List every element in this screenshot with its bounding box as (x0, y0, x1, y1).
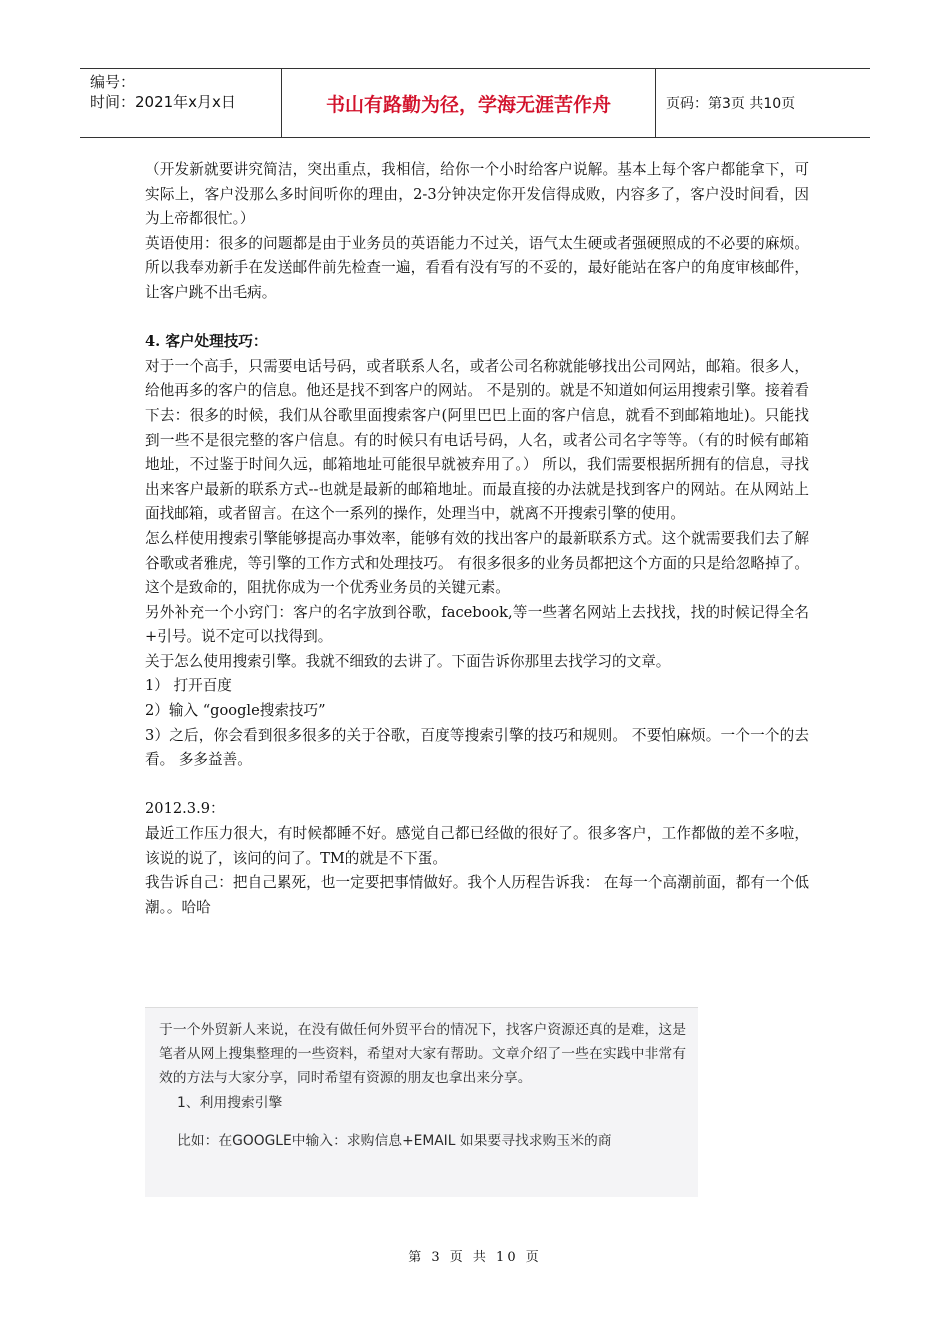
paragraph-work-pressure: 最近工作压力很大，有时候都睡不好。感觉自己都已经做的很好了。很多客户，工作都做的差不多啦，该说的说了，该问的问了。TM的就是不下蛋。 (145, 825, 809, 867)
paragraph-cover-letter-note: （开发新就要讲究简洁，突出重点，我相信，给你一个小时给客户说解。基本上每个客户都能拿下，可实际上，客户没那么多时间听你的理由，2-3分钟决定你开发信得成败，内容多了，客户没时间看，因为上帝都很忙。） (145, 161, 809, 228)
header-page-info: 页码：第3页 共10页 (666, 96, 796, 112)
quote-intro: 于一个外贸新人来说，在没有做任何外贸平台的情况下，找客户资源还真的是难，这是笔者从网上搜集整理的一些资料，希望对大家有帮助。文章介绍了一些在实践中非常有效的方法与大家分享，同时希望有资源的朋友也拿出来分享。 (159, 1022, 686, 1087)
paragraph-self-motivation: 我告诉自己：把自己累死，也一定要把事情做好。我个人历程告诉我： 在每一个高潮前面，都有一个低潮。。哈哈 (145, 874, 809, 916)
header-motto: 书山有路勤为径，学海无涯苦作舟 (282, 69, 656, 137)
diary-date: 2012.3.9： (145, 800, 225, 818)
quote-box (145, 1007, 698, 1197)
quote-section-search-engine: 1、利用搜索引擎 (177, 1094, 283, 1111)
step-2: 2）输入 “google搜索技巧” (145, 702, 326, 720)
paragraph-finding-clients: 对于一个高手，只需要电话号码，或者联系人名，或者公司名称就能够找出公司网站，邮箱。很多人，给他再多的客户的信息。他还是找不到客户的网站。 不是别的。就是不知道如何运用搜索引擎。接着看下去：很多的时候，我们从谷歌里面搜索客户(阿里巴巴上面的客户信息，就看不到邮箱地址)。只能找到一些不是很完整的客户信息。有的时候只有电话号码，人名，或者公司名字等等。（有的时候有邮箱地址，不过鉴于时间久远，邮箱地址可能很早就被弃用了。） 所以，我们需要根据所拥有的信息，寻找出来客户最新的联系方式--也就是最新的邮箱地址。而最直接的办法就是找到客户的网站。在从网站上面找邮箱，或者留言。在这个一系列的操作，处理当中，就离不开搜索引擎的使用。 (145, 357, 809, 523)
page-footer (0, 1246, 950, 1265)
header-meta (80, 69, 282, 137)
step-1: 1） 打开百度 (145, 677, 232, 695)
quote-example: 比如：在GOOGLE中输入：求购信息+EMAIL 如果要寻找求购玉米的商 (177, 1132, 612, 1149)
section-heading-client-handling: 4. 客户处理技巧： (145, 333, 268, 351)
paragraph-where-to-learn: 关于怎么使用搜索引擎。我就不细致的去讲了。下面告诉你那里去找学习的文章。 (145, 652, 671, 670)
document-body (145, 158, 809, 920)
footer-page-number: 第 3 页 共 10 页 (408, 1250, 542, 1265)
paragraph-tip: 另外补充一个小窍门：客户的名字放到谷歌，facebook,等一些著名网站上去找找，找的时候记得全名+引号。说不定可以找得到。 (145, 603, 809, 646)
paragraph-search-efficiency: 怎么样使用搜索引擎能够提高办事效率，能够有效的找出客户的最新联系方式。这个就需要我们去了解谷歌或者雅虎，等引擎的工作方式和处理技巧。 有很多很多的业务员都把这个方面的只是给忽略掉了。 这个是致命的，阻扰你成为一个优秀业务员的关键元素。 (145, 529, 809, 597)
paragraph-english-usage: 英语使用：很多的问题都是由于业务员的英语能力不过关，语气太生硬或者强硬照成的不必要的麻烦。所以我奉劝新手在发送邮件前先检查一遍，看看有没有写的不妥的，最好能站在客户的角度审核邮件，让客户跳不出毛病。 (145, 234, 809, 301)
document-number-label: 编号： (90, 73, 136, 91)
document-time-label: 时间：2021年x月x日 (90, 93, 236, 111)
page-header (80, 68, 870, 138)
step-3: 3）之后，你会看到很多很多的关于谷歌，百度等搜索引擎的技巧和规则。 不要怕麻烦。一个一个的去看。 多多益善。 (145, 726, 809, 769)
